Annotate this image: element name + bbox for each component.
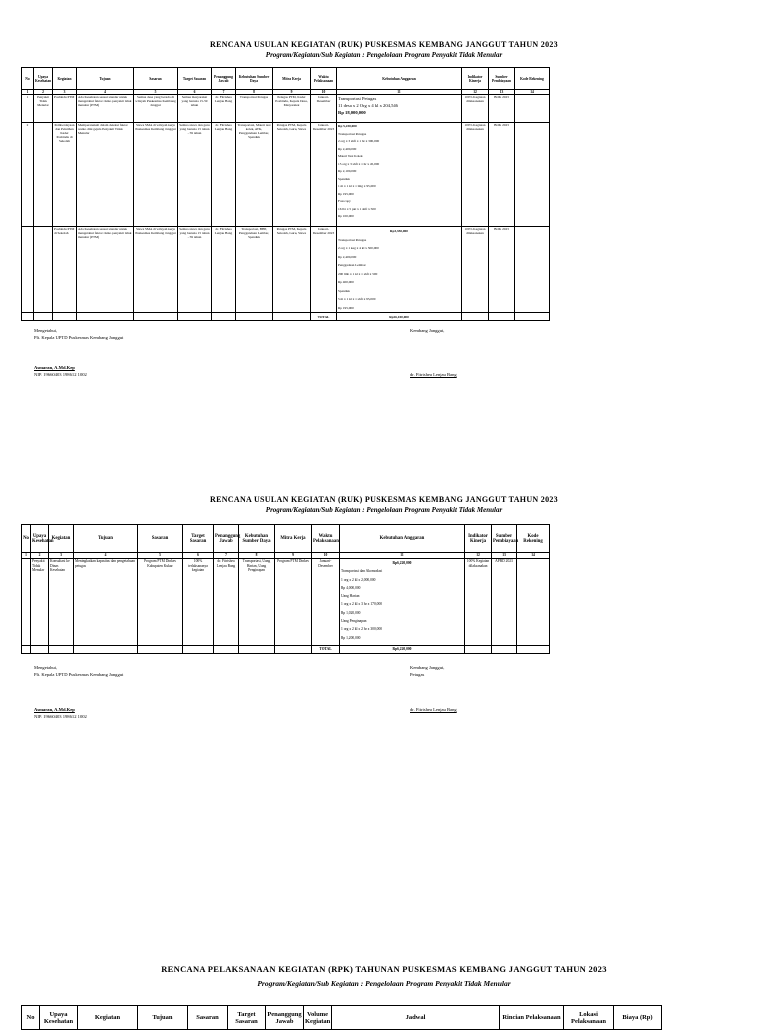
anggaran-line: Uang Penginapan <box>341 619 367 624</box>
cell-kode <box>517 559 550 646</box>
header-cell: No <box>22 525 31 553</box>
anggaran-line: 11 desa x 2 Org x 4 kl x 204,546 <box>338 103 398 108</box>
header-cell: Sasaran <box>138 525 183 553</box>
header-cell: Kegiatan <box>53 68 77 90</box>
cell-target: Semua siswa dan guru yang berusia 15 tahun - 59 tahun <box>178 123 212 227</box>
anggaran-line: Penggadaan Lembar <box>338 263 366 267</box>
total-value: Rp6,220,000 <box>340 646 465 654</box>
cell-pembiayaan: BOK 2023 <box>489 227 515 313</box>
cell-sumber-daya: Transportasi, Uang Harian, Uang Penginapan <box>239 559 275 646</box>
header-cell: Mitra Kerja <box>273 68 311 90</box>
table-header-row <box>22 525 550 553</box>
header-cell: Volume Kegiatan <box>304 1006 332 1030</box>
cell-upaya <box>34 123 53 227</box>
cell-upaya: Penyakit Tidak Menular <box>34 95 53 123</box>
cell-no <box>22 559 31 646</box>
cell-tujuan: Meningkatkan kapasitas dan pengetahuan petugas <box>74 559 138 646</box>
table-header-row <box>22 1006 662 1030</box>
anggaran-line: 2 org x 3 shft x 1 hr x 300,000 <box>338 139 380 143</box>
anggaran-line: Transportasi Petugas <box>338 131 367 136</box>
page2-sign-right <box>410 664 457 713</box>
cell-pj: dr. Fitrishea Lenjau Bang <box>214 559 239 646</box>
column-number: 12 <box>462 90 489 95</box>
column-number: 9 <box>275 553 312 559</box>
sign-text: Kembang Janggut, <box>410 328 445 333</box>
column-number: 2 <box>34 90 53 95</box>
header-cell: Kegiatan <box>49 525 74 553</box>
sign-text: Mengetahui, <box>34 665 58 670</box>
sign-text: Kembang Janggut, <box>410 665 445 670</box>
signer-nip: NIP. 19660403 198612 1002 <box>34 372 87 377</box>
cell-sasaran: Siswa SMA di wilayah kerja Puskesmas Kembang Janggut <box>134 227 178 313</box>
cell-mitra: Petugas PTM, Kepala Sekolah, Guru, Siswa <box>273 123 311 227</box>
cell-kegiatan: Posbindu PTM di Sekolah <box>53 227 77 313</box>
page2-subtitle: Program/Kegiatan/Sub Kegiatan : Pengelolaan Program Penyakit Tidak Menular <box>265 506 503 514</box>
total-row <box>22 646 550 654</box>
header-cell: Indikator Kinerja <box>465 525 492 553</box>
anggaran-line: Rp 4,000,000 <box>341 585 361 590</box>
cell-indikator: 100% Kegiatan dilaksanakan <box>465 559 492 646</box>
page3-subtitle: Program/Kegiatan/Sub Kegiatan : Pengelolaan Program Penyakit Tidak Menular <box>257 979 511 988</box>
anggaran-total: Rp3,350,000 <box>390 229 408 233</box>
cell-kegiatan: Pemberdayaan dan Pelatihan Kader Posbindu di Sekolah <box>53 123 77 227</box>
header-cell: Indikator Kinerja <box>462 68 489 90</box>
column-number: 6 <box>183 553 214 559</box>
cell-no: 1 <box>22 95 34 123</box>
anggaran-line: 2 org x 1 keg x 4 kl x 300,000 <box>338 246 379 250</box>
anggaran-line: Transportasi Petugas <box>338 96 377 101</box>
header-cell: Tujuan <box>74 525 138 553</box>
anggaran-line: 15 org x 3 shft x 1 hr x 45,000 <box>338 161 380 166</box>
cell-indikator: 100% Kegiatan dilaksanakan <box>462 227 489 313</box>
cell-tujuan: Ada Kesehatan sesuai standar untuk mengetahui faktor risiko penyakit tidak menular (PTM) <box>77 95 134 123</box>
page2-title: RENCANA USULAN KEGIATAN (RUK) PUSKESMAS KEMBANG JANGGUT TAHUN 2023 <box>210 495 558 504</box>
anggaran-line: Rp 18,000,000 <box>338 110 366 115</box>
table-row <box>22 227 550 313</box>
anggaran-line: 16 lbr x 5 pkt x 1 shft x 500 <box>338 206 376 211</box>
column-number: 12 <box>465 553 492 559</box>
signer-nip: NIP. 19660403 198612 1002 <box>34 714 87 719</box>
anggaran-line: Fotocopy <box>338 199 351 203</box>
cell-waktu: Januari-Desember <box>311 95 337 123</box>
column-number: 5 <box>134 90 178 95</box>
anggaran-line: Transportasi Petugas <box>338 237 367 242</box>
anggaran-total: Rp 5,230,000 <box>338 124 357 128</box>
header-cell: Rincian Pelaksanaan <box>500 1006 564 1030</box>
column-number: 2 <box>31 553 49 559</box>
cell-pj: dr. Fitrishea Lenjau Bang <box>212 123 236 227</box>
cell-indikator: 100% Kegiatan dilaksanakan <box>462 123 489 227</box>
header-cell: Kebutuhan Anggaran <box>337 68 462 90</box>
page1-ruk-table <box>21 67 550 321</box>
header-cell: Penanggung Jawab <box>214 525 239 553</box>
header-cell: Waktu Pelaksanaan <box>311 68 337 90</box>
anggaran-line: Rp 2,400,000 <box>338 254 357 259</box>
header-cell: Upaya Kesehatan <box>40 1006 78 1030</box>
anggaran-line: Uang Harian <box>341 594 360 599</box>
sign-text: Mengetahui, <box>34 328 58 333</box>
cell-anggaran <box>337 227 462 313</box>
table-row <box>22 95 550 123</box>
column-number: 4 <box>77 90 134 95</box>
anggaran-line: Rp 2,100,000 <box>338 169 357 173</box>
cell-upaya <box>34 227 53 313</box>
page3-rpk-table <box>21 1005 662 1030</box>
column-number: 13 <box>492 553 517 559</box>
anggaran-line: Rp 195,000 <box>338 305 354 310</box>
column-number: 6 <box>178 90 212 95</box>
sign-text: Petugas <box>410 672 425 677</box>
cell-kode <box>515 95 550 123</box>
column-number: 1 <box>22 553 31 559</box>
cell-sumber-daya: Transportasi Petugas <box>236 95 273 123</box>
cell-waktu: Januari-Desember 2023 <box>311 123 337 227</box>
cell-kode <box>515 123 550 227</box>
column-number: 3 <box>53 90 77 95</box>
cell-no: 2 <box>22 123 34 227</box>
header-cell: Target Sasaran <box>178 68 212 90</box>
header-cell: Upaya Kesehatan <box>31 525 49 553</box>
total-label: TOTAL <box>311 313 337 321</box>
anggaran-line: Spanduk <box>338 288 350 293</box>
anggaran-line: Transportasi dan Akomodasi <box>341 569 383 574</box>
header-cell: No <box>22 68 34 90</box>
page2-sign-left <box>34 664 123 720</box>
cell-waktu: Januari-Desember 2023 <box>311 227 337 313</box>
cell-tujuan: Ada Kesehatan sesuai standar untuk mengetahui faktor risiko penyakit tidak menular (PTM) <box>77 227 134 313</box>
anggaran-line: Materi Test Kolek <box>338 154 363 158</box>
cell-anggaran <box>340 559 465 646</box>
cell-no <box>22 227 34 313</box>
column-number: 8 <box>236 90 273 95</box>
cell-kegiatan: Konsultasi ke Dinas Kesehatan <box>49 559 74 646</box>
sign-text: Plt. Kepala UPTD Puskesmas Kembang Janggut <box>34 672 124 677</box>
column-number: 1 <box>22 90 34 95</box>
column-number: 14 <box>517 553 550 559</box>
cell-sasaran: Program PTM Dinkes Kabupaten Kukar <box>138 559 183 646</box>
column-number: 14 <box>515 90 550 95</box>
cell-anggaran <box>337 95 462 123</box>
cell-mitra: Program PTM Dinkes <box>275 559 312 646</box>
anggaran-line: 5 m x 1 kl x 1 shft x 95,000 <box>338 297 376 301</box>
anggaran-line: Spanduk <box>338 176 350 181</box>
header-cell: Penanggung Jawab <box>212 68 236 90</box>
header-cell: Kebutuhan Sumber Daya <box>239 525 275 553</box>
anggaran-line: 1 org x 2 kl x 2,000,000 <box>341 577 376 582</box>
cell-anggaran <box>337 123 462 227</box>
cell-mitra: Petugas PTM, Kepala Sekolah, Guru, Siswa <box>273 227 311 313</box>
column-number: 8 <box>239 553 275 559</box>
column-number: 11 <box>337 90 462 95</box>
cell-pj: dr. Fitrishea Lenjau Bang <box>212 227 236 313</box>
header-cell: Sasaran <box>134 68 178 90</box>
cell-kode <box>515 227 550 313</box>
table-row <box>22 123 550 227</box>
anggaran-line: 1 org x 2 kl x 2 hr x 300,000 <box>341 627 383 632</box>
header-cell: Sumber Pembiayaan <box>489 68 515 90</box>
anggaran-line: Rp 400,000 <box>338 280 354 284</box>
page1-sign-left <box>34 327 123 378</box>
signer-name: dr. Fitrishea Lenjau Bang <box>410 372 457 377</box>
header-cell: No <box>22 1006 40 1030</box>
signer-name: Asmaran, A.Md.Kep <box>34 707 75 712</box>
column-number: 5 <box>138 553 183 559</box>
cell-pembiayaan: BOK 2023 <box>489 95 515 123</box>
header-cell: Kebutuhan Sumber Daya <box>236 68 273 90</box>
cell-sasaran: Semua desa yang berada di wilayah Puskesmas Kembang Janggut <box>134 95 178 123</box>
anggaran-total: Rp6,220,000 <box>392 561 412 565</box>
page1-title: RENCANA USULAN KEGIATAN (RUK) PUSKESMAS KEMBANG JANGGUT TAHUN 2023 <box>210 40 558 49</box>
cell-target: 100% terlaksananya kegiatan <box>183 559 214 646</box>
header-cell: Upaya Kesehatan <box>34 68 53 90</box>
cell-sasaran: Siswa SMA di wilayah kerja Puskesmas Kembang Janggut <box>134 123 178 227</box>
cell-indikator: 100% Kegiatan dilaksanakan <box>462 95 489 123</box>
total-value: Rp26,100,000 <box>337 313 462 321</box>
column-number: 7 <box>214 553 239 559</box>
anggaran-line: 1 m x 1 kl x 1 lmg x 95,000 <box>338 184 376 188</box>
column-number: 10 <box>311 90 337 95</box>
column-number: 13 <box>489 90 515 95</box>
cell-pembiayaan: APBD 2023 <box>492 559 517 646</box>
column-number: 4 <box>74 553 138 559</box>
anggaran-line: Rp 195,000 <box>338 191 354 196</box>
signer-name: Asmaran, A.Md.Kep <box>34 365 75 370</box>
table-row <box>22 559 550 646</box>
header-cell: Penanggung Jawab <box>266 1006 304 1030</box>
cell-sumber-daya: Transportasi, Materi test kolek, ATK, Penggandaan Lembar, Spanduk <box>236 123 273 227</box>
page3-title: RENCANA PELAKSANAAN KEGIATAN (RPK) TAHUNAN PUSKESMAS KEMBANG JANGGUT TAHUN 2023 <box>161 964 607 974</box>
header-cell: Kode Rekening <box>517 525 550 553</box>
anggaran-line: 1 org x 2 kl x 3 hr x 170,000 <box>341 602 383 607</box>
anggaran-line: Rp 1,200,000 <box>341 635 361 640</box>
cell-upaya: Penyakit Tidak Menular <box>31 559 49 646</box>
anggaran-line: Rp 2,400,000 <box>338 146 357 151</box>
cell-pembiayaan: BOK 2023 <box>489 123 515 227</box>
header-cell: Sasaran <box>188 1006 228 1030</box>
anggaran-line: 200 lmb x 1 kl x 1 shft x 500 <box>338 271 378 276</box>
column-number: 10 <box>312 553 340 559</box>
column-number: 3 <box>49 553 74 559</box>
header-cell: Mitra Kerja <box>275 525 312 553</box>
header-cell: Kebutuhan Anggaran <box>340 525 465 553</box>
header-cell: Jadwal <box>332 1006 500 1030</box>
header-cell: Kode Rekening <box>515 68 550 90</box>
header-cell: Lokasi Pelaksanaan <box>564 1006 614 1030</box>
header-cell: Tujuan <box>77 68 134 90</box>
page2-ruk-table <box>21 524 550 654</box>
page1-subtitle: Program/Kegiatan/Sub Kegiatan : Pengelolaan Program Penyakit Tidak Menular <box>265 51 503 59</box>
sign-text: Plt. Kepala UPTD Puskesmas Kembang Janggut <box>34 335 124 340</box>
cell-waktu: Januari-Desember <box>312 559 340 646</box>
header-cell: Waktu Pelaksanaan <box>312 525 340 553</box>
header-cell: Biaya (Rp) <box>614 1006 662 1030</box>
cell-sumber-daya: Transportasi, BHP, Penggandaan Lembar, Spanduk <box>236 227 273 313</box>
header-cell: Sumber Pembiayaan <box>492 525 517 553</box>
column-number: 7 <box>212 90 236 95</box>
total-row <box>22 313 550 321</box>
column-number: 9 <box>273 90 311 95</box>
page1-sign-right <box>410 327 457 378</box>
header-cell: Target Sasaran <box>183 525 214 553</box>
cell-tujuan: Memperanakali dalam deteksi faktor resiko dini gejala Penyakit Tidak Menular <box>77 123 134 227</box>
anggaran-line: Rp 1,020,000 <box>341 610 361 615</box>
cell-target: Semua siswa dan guru yang berusia 15 tahun - 59 tahun <box>178 227 212 313</box>
header-cell: Tujuan <box>138 1006 188 1030</box>
header-cell: Kegiatan <box>78 1006 138 1030</box>
header-cell: Target Sasaran <box>228 1006 266 1030</box>
signer-name: dr. Fitrishea Lenjau Bang <box>410 707 457 712</box>
cell-target: Semua masyarakat yang berusia 15-59 tahun <box>178 95 212 123</box>
cell-pj: dr. Fitrishea Lenjau Bang <box>212 95 236 123</box>
anggaran-line: Rp 100,000 <box>338 214 354 218</box>
column-number: 11 <box>340 553 465 559</box>
total-label: TOTAL <box>312 646 340 654</box>
table-header-row <box>22 68 550 90</box>
cell-kegiatan: Posbindu PTM <box>53 95 77 123</box>
cell-mitra: Petugas PTM, Kader Posbindu, Kepala Desa, Masyarakat <box>273 95 311 123</box>
